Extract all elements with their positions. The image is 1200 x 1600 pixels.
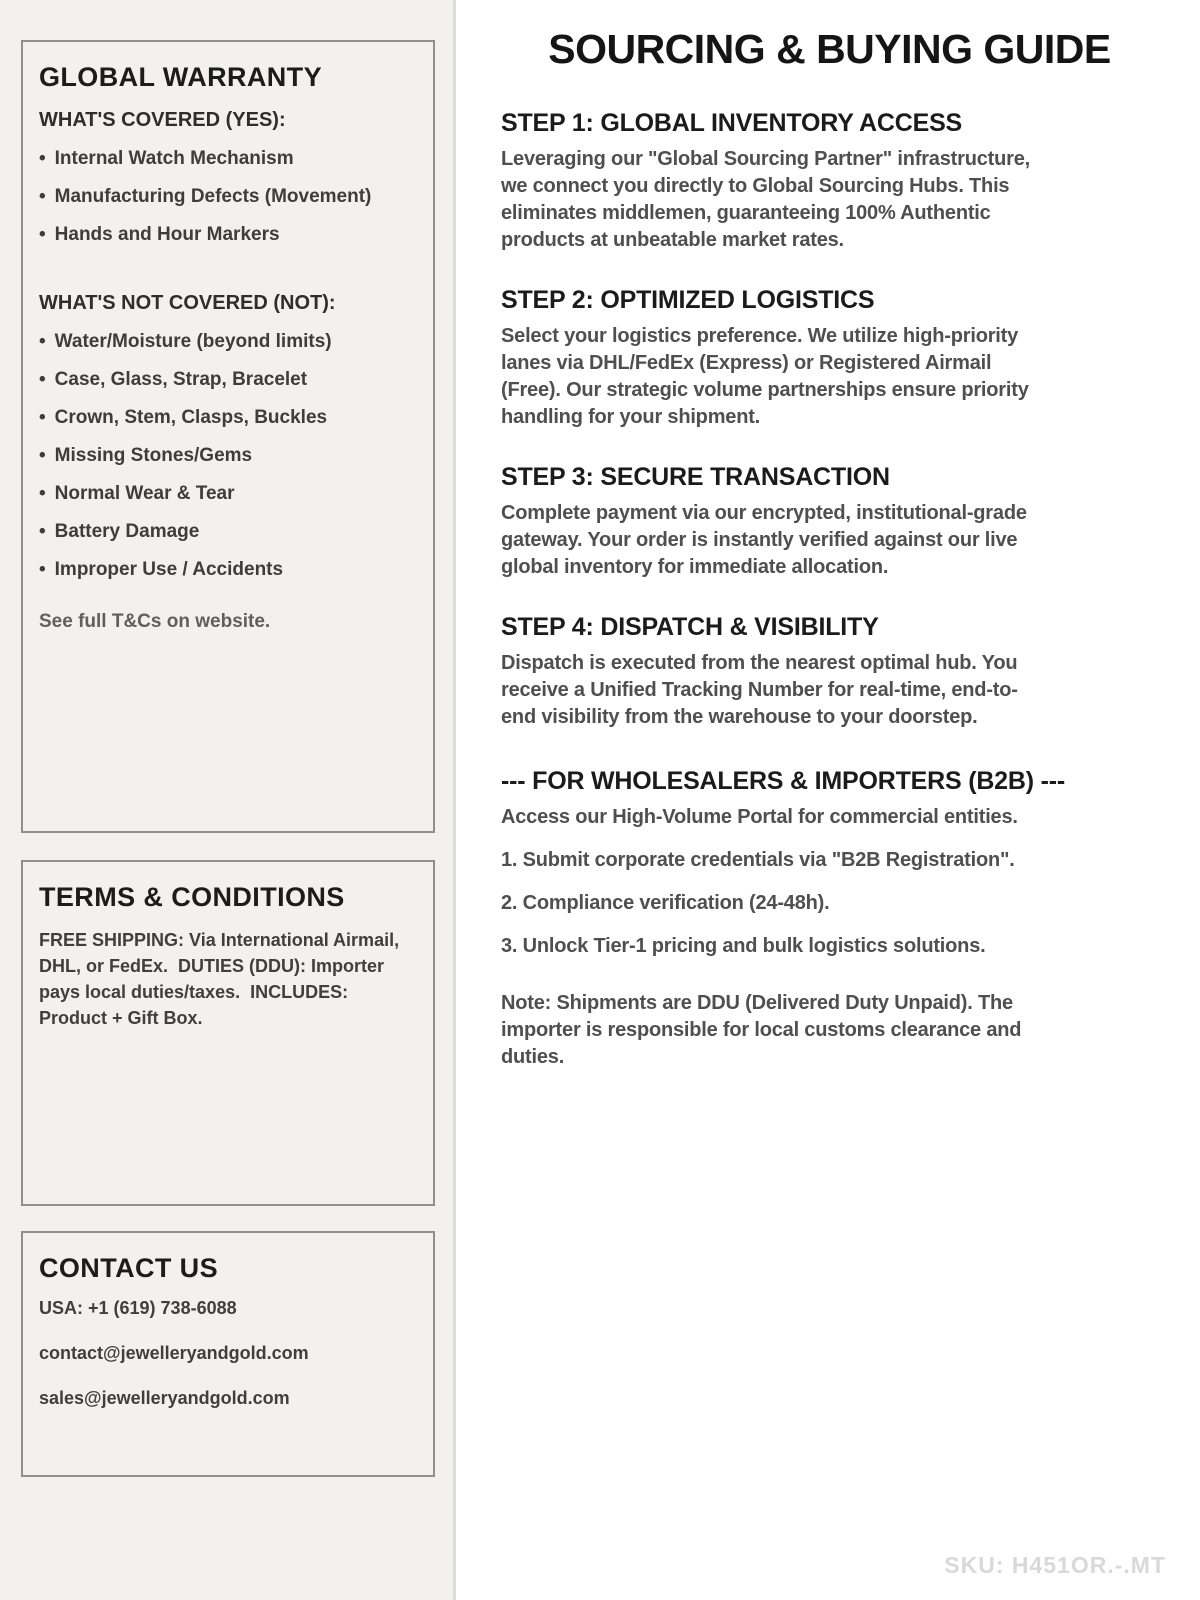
step-1-body: Leveraging our "Global Sourcing Partner" infrastructure, we connect you directly to Global Sourcing Hubs. This eliminates middlemen, guaranteeing 100% Authentic products at unbeatable market rates. — [501, 148, 1030, 251]
warranty-title: GLOBAL WARRANTY — [39, 62, 322, 92]
sidebar — [0, 0, 456, 1600]
not-covered-item: • Missing Stones/Gems — [39, 445, 417, 467]
not-covered-item: • Normal Wear & Tear — [39, 483, 417, 505]
covered-heading: WHAT'S COVERED (YES): — [39, 109, 286, 131]
not-covered-item: • Improper Use / Accidents — [39, 559, 417, 581]
not-covered-list — [39, 331, 417, 581]
b2b-step-3: 3. Unlock Tier-1 pricing and bulk logistics solutions. — [501, 935, 986, 957]
not-covered-item: • Case, Glass, Strap, Bracelet — [39, 369, 417, 391]
step-4-body: Dispatch is executed from the nearest optimal hub. You receive a Unified Tracking Number for real-time, end-to-end visibility from the warehouse to your doorstep. — [501, 652, 1018, 728]
contact-email-sales: sales@jewelleryandgold.com — [39, 1388, 290, 1408]
covered-item: • Internal Watch Mechanism — [39, 148, 417, 170]
covered-item: • Hands and Hour Markers — [39, 224, 417, 246]
contact-phone: USA: +1 (619) 738-6088 — [39, 1298, 237, 1318]
main-column — [459, 0, 1200, 1600]
contact-panel — [21, 1231, 435, 1477]
warranty-panel — [21, 40, 435, 833]
b2b-note: Note: Shipments are DDU (Delivered Duty Unpaid). The importer is responsible for local customs clearance and duties. — [501, 992, 1022, 1068]
b2b-heading: --- FOR WHOLESALERS & IMPORTERS (B2B) --- — [501, 767, 1065, 795]
covered-item: • Manufacturing Defects (Movement) — [39, 186, 417, 208]
terms-title: TERMS & CONDITIONS — [39, 882, 345, 912]
step-2-body: Select your logistics preference. We utilize high-priority lanes via DHL/FedEx (Express) or Registered Airmail (Free). Our strategic volume partnerships ensure priority handling for your shipment. — [501, 325, 1029, 428]
guide-title: SOURCING & BUYING GUIDE — [548, 26, 1111, 72]
sku-label: SKU: H451OR.-.MT — [944, 1552, 1166, 1578]
not-covered-item: • Crown, Stem, Clasps, Buckles — [39, 407, 417, 429]
step-3-heading: STEP 3: SECURE TRANSACTION — [501, 463, 890, 491]
step-2-heading: STEP 2: OPTIMIZED LOGISTICS — [501, 286, 875, 314]
contact-email-primary: contact@jewelleryandgold.com — [39, 1343, 309, 1363]
terms-body: FREE SHIPPING: Via International Airmail, DHL, or FedEx. DUTIES (DDU): Importer pays local duties/taxes. INCLUDES: Product + Gift Box. — [39, 930, 405, 1028]
not-covered-item: • Water/Moisture (beyond limits) — [39, 331, 417, 353]
warranty-footnote: See full T&Cs on website. — [39, 611, 271, 632]
step-4-heading: STEP 4: DISPATCH & VISIBILITY — [501, 613, 879, 641]
step-3-body: Complete payment via our encrypted, institutional-grade gateway. Your order is instantly verified against our live global inventory for immediate allocation. — [501, 502, 1027, 578]
b2b-intro: Access our High-Volume Portal for commercial entities. — [501, 806, 1018, 828]
contact-title: CONTACT US — [39, 1253, 218, 1283]
b2b-step-1: 1. Submit corporate credentials via "B2B Registration". — [501, 849, 1015, 871]
terms-panel — [21, 860, 435, 1206]
step-1-heading: STEP 1: GLOBAL INVENTORY ACCESS — [501, 109, 963, 137]
covered-list — [39, 148, 417, 246]
not-covered-heading: WHAT'S NOT COVERED (NOT): — [39, 292, 336, 314]
not-covered-item: • Battery Damage — [39, 521, 417, 543]
b2b-step-2: 2. Compliance verification (24-48h). — [501, 892, 830, 914]
